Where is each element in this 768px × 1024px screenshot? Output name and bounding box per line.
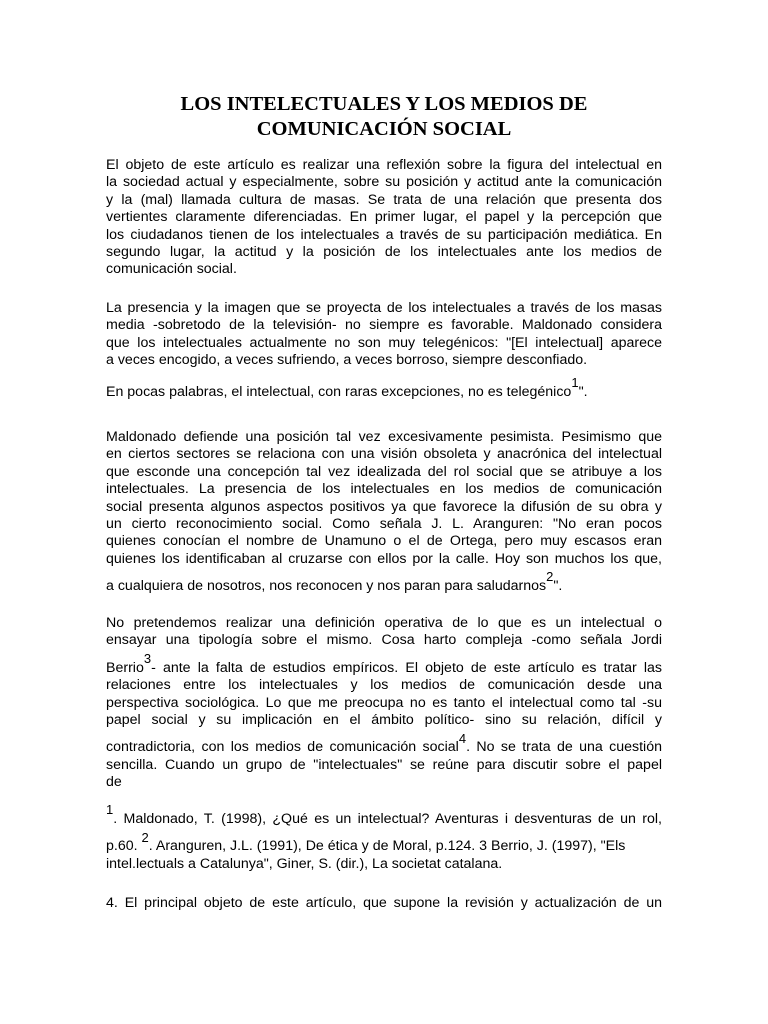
paragraph-intro bbox=[106, 157, 662, 279]
text-line: y la (mal) llamada cultura de masas. Se trata de una relación que presenta dos bbox=[106, 191, 662, 208]
text-line: La presencia y la imagen que se proyecta de los intelectuales a través de los masas bbox=[106, 300, 662, 316]
paragraph-maldonado bbox=[106, 429, 662, 596]
text-line: la sociedad actual y especialmente, sobre su posición y actitud ante la comunicación bbox=[106, 174, 662, 191]
text-line: quienes conocían el nombre de Unamuno o el de Ortega, pero muy escasos eran bbox=[106, 533, 662, 550]
footnote-ref-4: 4 bbox=[458, 730, 467, 746]
text-line: perspectiva sociológica. Lo que me preocupa no es tanto el intelectual como tal -su bbox=[106, 694, 662, 711]
text-line: vertientes claramente diferenciadas. En primer lugar, el papel y la percepción que bbox=[106, 209, 662, 226]
text-line: media -sobretodo de la televisión- no siempre es favorable. Maldonado considera bbox=[106, 317, 662, 334]
text-line: un cierto reconocimiento social. Como señala J. L. Aranguren: "No eran pocos bbox=[106, 515, 662, 532]
text-line: que los intelectuales actualmente no son muy telegénicos: "[El intelectual] aparece bbox=[106, 334, 662, 351]
footnote-ref-2: 2 bbox=[546, 569, 554, 585]
text-line: de bbox=[106, 774, 122, 791]
paragraph-note-4 bbox=[106, 895, 662, 912]
footnote-text: . Maldonado, T. (1998), ¿Qué es un intelectual? Aventuras i desventuras de un rol, bbox=[113, 811, 662, 827]
text-segment: . No se trata de una cuestión bbox=[466, 739, 662, 756]
text-line: 4. El principal objeto de este artículo, que supone la revisión y actualización de un bbox=[106, 895, 662, 911]
paragraph-telegenic bbox=[106, 375, 662, 401]
footnote-2 bbox=[106, 828, 662, 855]
text-line: segundo lugar, la actitud y la posición de los intelectuales ante los medios de bbox=[106, 243, 662, 260]
text-line: relaciones entre los intelectuales y los medios de comunicación desde una bbox=[106, 677, 662, 694]
text-segment: contradictoria, con los medios de comunicación social bbox=[106, 739, 459, 756]
text-line bbox=[106, 375, 662, 401]
text-line: social presenta algunos aspectos positivos ya que favorece la difusión de su obra y bbox=[106, 498, 662, 515]
text-segment: Berrio bbox=[106, 659, 144, 676]
footnote-text: . Aranguren, J.L. (1991), De ética y de Moral, p.124. 3 Berrio, J. (1997), "Els bbox=[148, 838, 626, 855]
footnote-ref-1: 1 bbox=[571, 375, 579, 391]
footnote-ref-3: 3 bbox=[143, 651, 152, 667]
document-title bbox=[100, 92, 668, 142]
text-line bbox=[106, 650, 662, 677]
text-line: El objeto de este artículo es realizar una reflexión sobre la figura del intelectual en bbox=[106, 157, 662, 173]
title-line-2: COMUNICACIÓN SOCIAL bbox=[256, 118, 512, 140]
text-line: en ciertos sectores se relaciona con una visión obsoleta y anacrónica del intelectual bbox=[106, 446, 662, 463]
text-segment: ". bbox=[578, 384, 588, 400]
text-segment: - ante la falta de estudios empíricos. El objeto de este artículo es tratar las bbox=[151, 659, 662, 676]
footnote-3: intel.lectuals a Catalunya", Giner, S. (dir.), La societat catalana. bbox=[106, 855, 503, 872]
text-segment: a cualquiera de nosotros, nos reconocen y nos paran para saludarnos bbox=[106, 578, 547, 595]
footnote-mark-1: 1 bbox=[106, 802, 114, 818]
text-line: a veces encogido, a veces sufriendo, a veces borroso, siempre desconfiado. bbox=[106, 352, 588, 369]
text-line: ensayar una tipología sobre el mismo. Cosa harto compleja -como señala Jordi bbox=[106, 632, 662, 649]
footnote-1 bbox=[106, 802, 662, 828]
text-line: que esconde una concepción tal vez idealizada del rol social que se atribuye a los bbox=[106, 463, 662, 480]
footnote-text: p.60. bbox=[106, 838, 138, 855]
paragraph-presence bbox=[106, 300, 662, 370]
text-line: No pretendemos realizar una definición operativa de lo que es un intelectual o bbox=[106, 615, 662, 631]
text-line bbox=[106, 568, 662, 595]
text-line: los ciudadanos tienen de los intelectuales a través de su participación mediática. En bbox=[106, 226, 662, 243]
text-line: Maldonado defiende una posición tal vez excesivamente pesimista. Pesimismo que bbox=[106, 429, 662, 445]
footnotes-block bbox=[106, 802, 662, 873]
paragraph-definition bbox=[106, 615, 662, 792]
text-line bbox=[106, 729, 662, 756]
footnote-mark-2: 2 bbox=[141, 829, 149, 845]
text-segment: En pocas palabras, el intelectual, con raras excepciones, no es telegénico bbox=[106, 384, 572, 400]
text-line: papel social y su implicación en el ámbito político- sino su relación, difícil y bbox=[106, 711, 662, 728]
text-line: intelectuales. La presencia de los intelectuales en los medios de comunicación bbox=[106, 481, 662, 498]
text-line: sencilla. Cuando un grupo de "intelectuales" se reúne para discutir sobre el papel bbox=[106, 756, 662, 773]
text-line: comunicación social. bbox=[106, 261, 237, 278]
text-segment: ". bbox=[553, 578, 563, 595]
text-line: quienes los identificaban al cruzarse con ellos por la calle. Hoy son muchos los que, bbox=[106, 550, 662, 567]
title-line-1: LOS INTELECTUALES Y LOS MEDIOS DE bbox=[180, 93, 588, 115]
